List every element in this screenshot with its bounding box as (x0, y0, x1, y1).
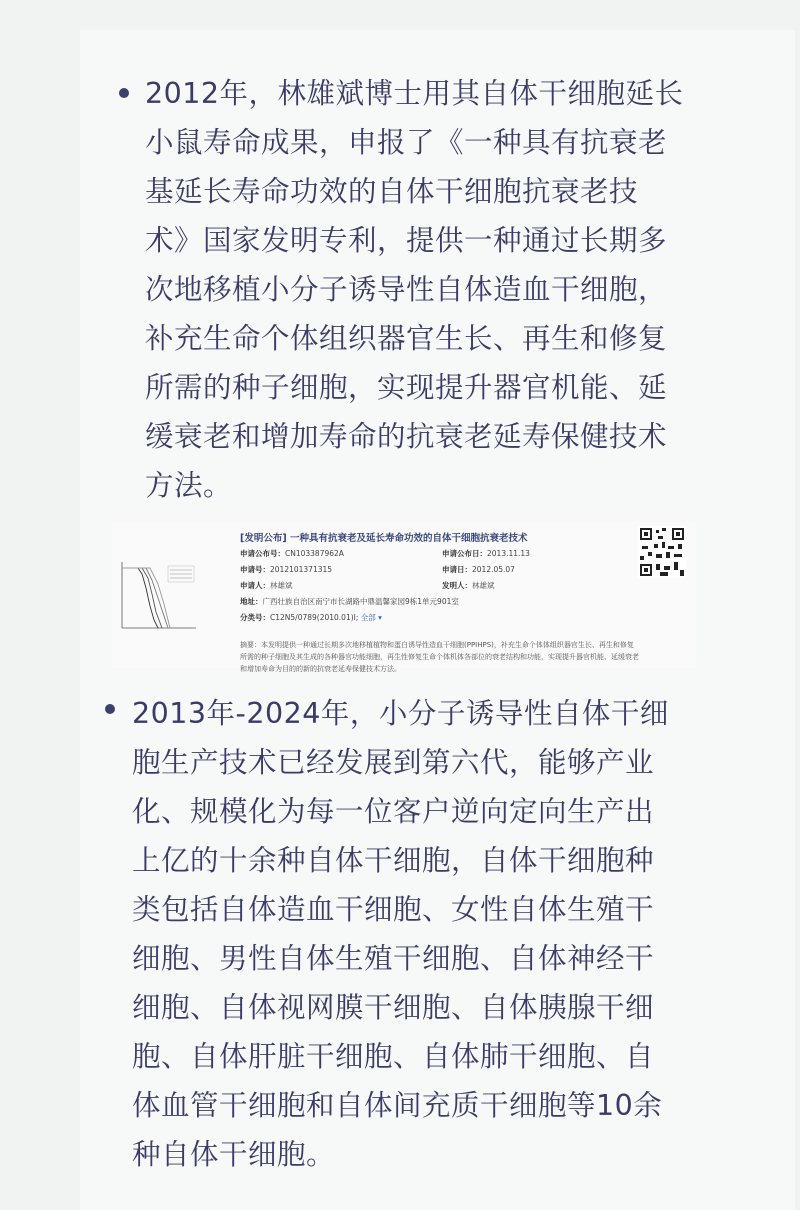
applicant-value: 林雄斌 (270, 581, 293, 590)
patent-record-image (112, 522, 696, 673)
qr-code-icon (638, 526, 686, 578)
abstract-line: 摘要：本发明提供一种通过长期多次地移植植物和蛋白诱导性造血干细胞(PPIHPS)，补充生命个体体组织器官生长、再生和修复 (240, 641, 634, 649)
text-line: 胞、自体肝脏干细胞、自体肺干细胞、自 (132, 1040, 655, 1073)
text-line: 术》国家发明专利，提供一种通过长期多 (145, 224, 668, 257)
text-line: 2013年-2024年，小分子诱导性自体干细 (132, 697, 669, 730)
text-line: 小鼠寿命成果，申报了《一种具有抗衰老 (145, 126, 668, 159)
text-line: 所需的种子细胞，实现提升器官机能、延 (145, 371, 668, 404)
paragraph-2012 (145, 69, 684, 510)
text-line: 类包括自体造血干细胞、女性自体生殖干 (132, 893, 655, 926)
text-line: 上亿的十余种自体干细胞，自体干细胞种 (132, 844, 655, 877)
text-line: 化、规模化为每一位客户逆向定向生产出 (132, 795, 655, 828)
app-date-label: 申请日： (442, 565, 472, 574)
bullet-dot-1 (119, 88, 129, 98)
text-line: 细胞、男性自体生殖干细胞、自体神经干 (132, 942, 655, 975)
class-row (240, 612, 382, 623)
pub-no-label: 申请公布号： (240, 549, 285, 558)
app-no-value: 2012101371315 (270, 565, 333, 574)
text-line: 细胞、自体视网膜干细胞、自体胰腺干细 (132, 991, 655, 1024)
text-line: 体血管干细胞和自体间充质干细胞等10余 (132, 1089, 663, 1122)
text-line: 补充生命个体组织器官生长、再生和修复 (145, 322, 668, 355)
app-no-label: 申请号： (240, 565, 270, 574)
text-line: 胞生产技术已经发展到第六代，能够产业 (132, 746, 655, 779)
inventor-value: 林雄斌 (472, 581, 495, 590)
text-line: 种自体干细胞。 (132, 1138, 336, 1171)
abstract-line: 所需的种子细胞及其生成的各种器官功能细胞，再生性修复生命个体机体各部位的衰老结构和功能，实现提升器官机能、延缓衰老 (240, 653, 639, 661)
text-line: 次地移植小分子诱导性自体造血干细胞， (145, 273, 668, 306)
text-line: 基延长寿命功效的自体干细胞抗衰老技 (145, 175, 639, 208)
pub-date-row (442, 548, 530, 559)
abstract (240, 639, 690, 675)
class-label: 分类号： (240, 613, 270, 622)
address-row (240, 596, 459, 607)
applicant-label: 申请人： (240, 581, 270, 590)
text-line: 方法。 (145, 469, 233, 502)
inventor-label: 发明人： (442, 581, 472, 590)
patent-title[interactable]: [发明公布] 一种具有抗衰老及延长寿命功效的自体干细胞抗衰老技术 (240, 533, 528, 544)
address-label: 地址： (240, 597, 263, 606)
pub-no-value: CN103387962A (285, 549, 344, 558)
pub-no-row (240, 548, 344, 559)
address-value: 广西壮族自治区南宁市长湖路中鼎温馨家园9栋1单元901室 (262, 597, 459, 606)
applicant-row (240, 580, 293, 591)
text-line: 缓衰老和增加寿命的抗衰老延寿保健技术 (145, 420, 668, 453)
paragraph-2013-2024 (132, 689, 669, 1179)
text-line: 2012年，林雄斌博士用其自体干细胞延长 (145, 77, 684, 110)
pub-date-label: 申请公布日： (442, 549, 487, 558)
bullet-dot-2 (105, 704, 115, 714)
class-expand-link[interactable]: 全部 ▾ (360, 613, 382, 622)
app-no-row (240, 564, 332, 575)
pub-date-value: 2013.11.13 (487, 549, 530, 558)
class-value: C12N5/0789(2010.01)I; (270, 613, 359, 622)
app-date-row (442, 564, 515, 575)
abstract-line: 和增加寿命为目的的新的抗衰老延寿保健技术方法。 (240, 665, 401, 673)
app-date-value: 2012.05.07 (472, 565, 515, 574)
inventor-row (442, 580, 495, 591)
survival-curve-thumbnail (116, 558, 198, 634)
